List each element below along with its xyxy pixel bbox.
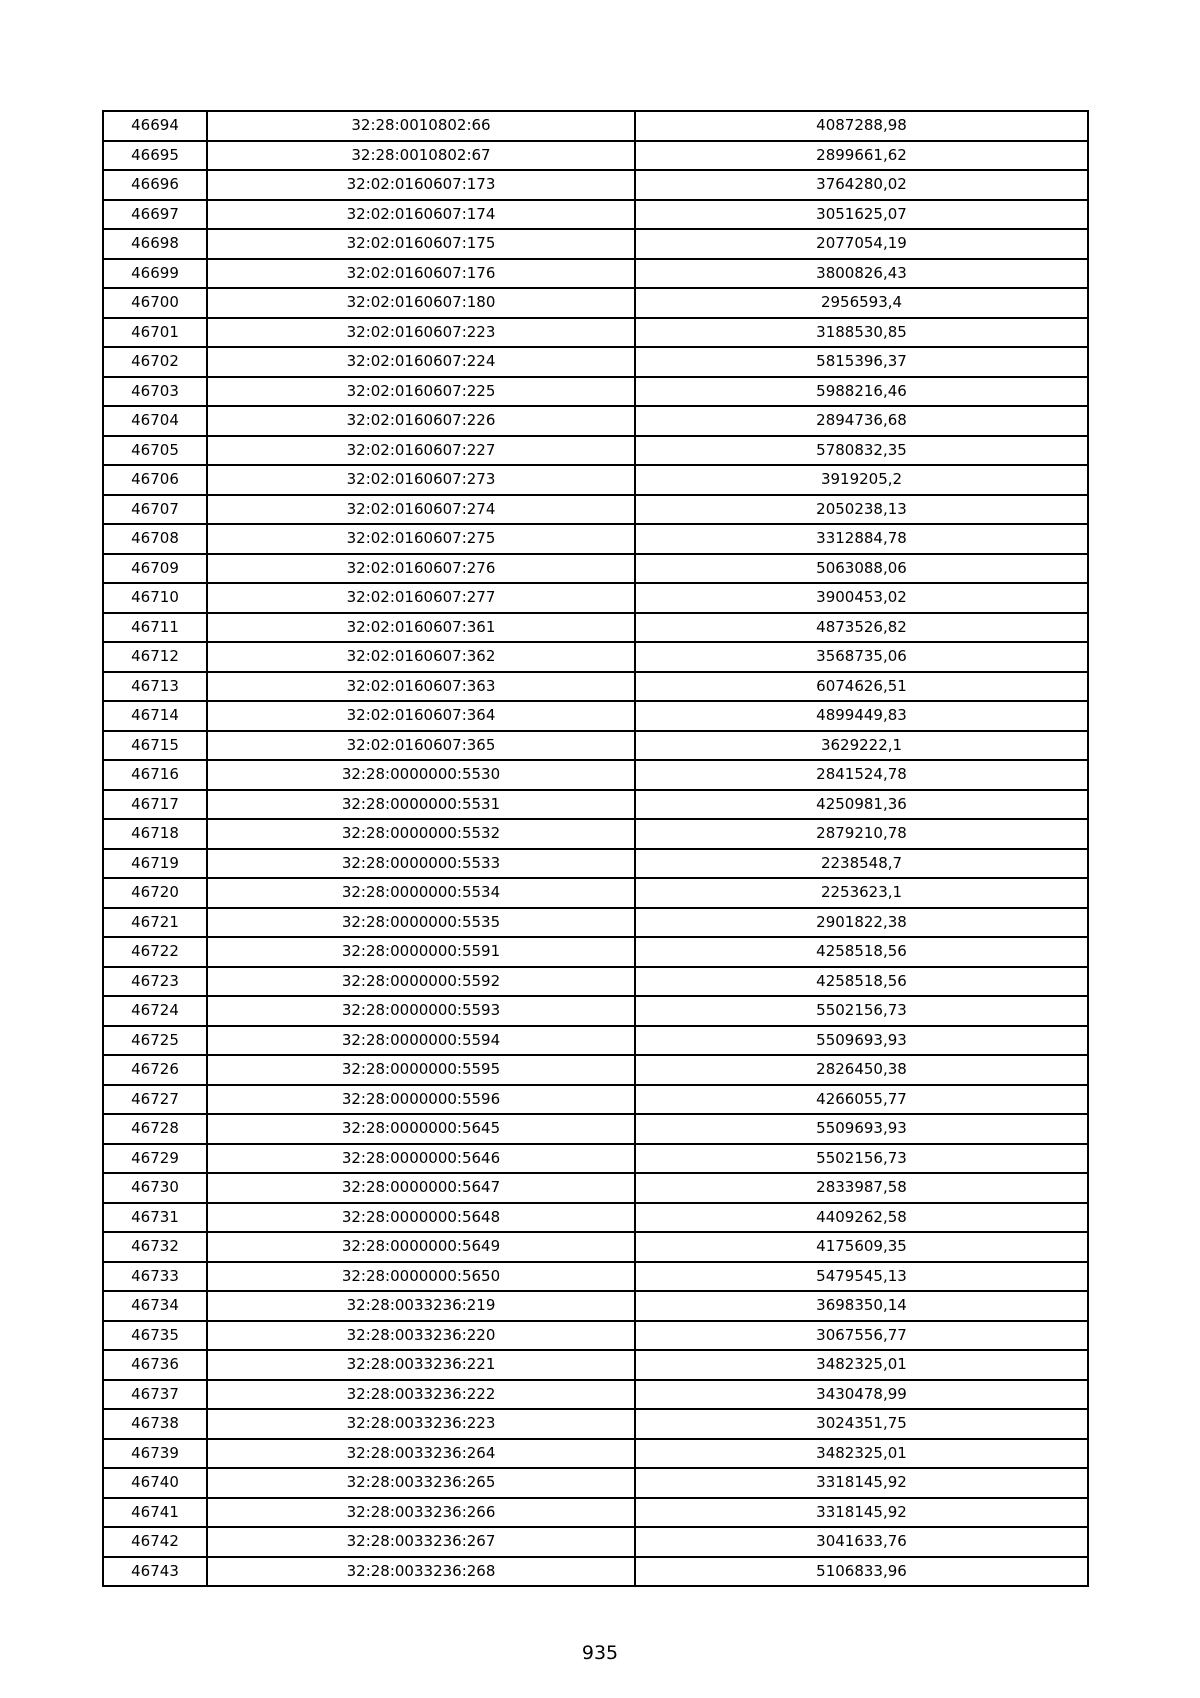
table-row (103, 229, 1088, 259)
cadastral-value-table (102, 110, 1089, 1587)
row-number-cell: 46727 (103, 1085, 207, 1115)
table-row (103, 937, 1088, 967)
table-row (103, 1203, 1088, 1233)
table-row (103, 1557, 1088, 1587)
table-row (103, 790, 1088, 820)
table-row (103, 1114, 1088, 1144)
cadastral-value-cell: 3067556,77 (635, 1321, 1088, 1351)
cadastral-number-cell: 32:02:0160607:227 (207, 436, 635, 466)
cadastral-value-cell: 2841524,78 (635, 760, 1088, 790)
cadastral-number-cell: 32:28:0010802:67 (207, 141, 635, 171)
table-row (103, 908, 1088, 938)
table-row (103, 642, 1088, 672)
cadastral-value-cell: 3312884,78 (635, 524, 1088, 554)
row-number-cell: 46712 (103, 642, 207, 672)
cadastral-value-cell: 3629222,1 (635, 731, 1088, 761)
table-row (103, 1321, 1088, 1351)
table-row (103, 1439, 1088, 1469)
table-row (103, 996, 1088, 1026)
row-number-cell: 46740 (103, 1468, 207, 1498)
row-number-cell: 46743 (103, 1557, 207, 1587)
cadastral-number-cell: 32:28:0033236:222 (207, 1380, 635, 1410)
cadastral-value-cell: 2894736,68 (635, 406, 1088, 436)
cadastral-number-cell: 32:02:0160607:175 (207, 229, 635, 259)
cadastral-value-cell: 2901822,38 (635, 908, 1088, 938)
cadastral-value-cell: 3568735,06 (635, 642, 1088, 672)
row-number-cell: 46723 (103, 967, 207, 997)
table-row (103, 436, 1088, 466)
cadastral-number-cell: 32:28:0000000:5647 (207, 1173, 635, 1203)
cadastral-value-cell: 3051625,07 (635, 200, 1088, 230)
row-number-cell: 46742 (103, 1527, 207, 1557)
cadastral-number-cell: 32:02:0160607:275 (207, 524, 635, 554)
cadastral-number-cell: 32:02:0160607:225 (207, 377, 635, 407)
cadastral-value-cell: 3698350,14 (635, 1291, 1088, 1321)
table-row (103, 701, 1088, 731)
cadastral-number-cell: 32:02:0160607:362 (207, 642, 635, 672)
table-row (103, 1468, 1088, 1498)
row-number-cell: 46728 (103, 1114, 207, 1144)
table-row (103, 760, 1088, 790)
table-row (103, 819, 1088, 849)
table-row (103, 1173, 1088, 1203)
row-number-cell: 46697 (103, 200, 207, 230)
cadastral-number-cell: 32:28:0000000:5533 (207, 849, 635, 879)
cadastral-value-cell: 5479545,13 (635, 1262, 1088, 1292)
cadastral-value-cell: 3764280,02 (635, 170, 1088, 200)
table-row (103, 878, 1088, 908)
cadastral-value-cell: 2050238,13 (635, 495, 1088, 525)
row-number-cell: 46726 (103, 1055, 207, 1085)
cadastral-number-cell: 32:02:0160607:176 (207, 259, 635, 289)
cadastral-value-cell: 2879210,78 (635, 819, 1088, 849)
row-number-cell: 46741 (103, 1498, 207, 1528)
row-number-cell: 46696 (103, 170, 207, 200)
cadastral-number-cell: 32:28:0033236:221 (207, 1350, 635, 1380)
row-number-cell: 46725 (103, 1026, 207, 1056)
table-row (103, 731, 1088, 761)
row-number-cell: 46732 (103, 1232, 207, 1262)
cadastral-value-cell: 3800826,43 (635, 259, 1088, 289)
cadastral-value-cell: 4266055,77 (635, 1085, 1088, 1115)
cadastral-number-cell: 32:28:0033236:220 (207, 1321, 635, 1351)
cadastral-value-cell: 4899449,83 (635, 701, 1088, 731)
cadastral-number-cell: 32:02:0160607:224 (207, 347, 635, 377)
row-number-cell: 46719 (103, 849, 207, 879)
cadastral-number-cell: 32:28:0033236:265 (207, 1468, 635, 1498)
row-number-cell: 46724 (103, 996, 207, 1026)
row-number-cell: 46711 (103, 613, 207, 643)
row-number-cell: 46739 (103, 1439, 207, 1469)
row-number-cell: 46737 (103, 1380, 207, 1410)
row-number-cell: 46705 (103, 436, 207, 466)
table-row (103, 1350, 1088, 1380)
cadastral-value-cell: 4258518,56 (635, 937, 1088, 967)
cadastral-number-cell: 32:02:0160607:361 (207, 613, 635, 643)
row-number-cell: 46713 (103, 672, 207, 702)
row-number-cell: 46709 (103, 554, 207, 584)
table-row (103, 170, 1088, 200)
table-row (103, 1498, 1088, 1528)
row-number-cell: 46731 (103, 1203, 207, 1233)
row-number-cell: 46710 (103, 583, 207, 613)
row-number-cell: 46721 (103, 908, 207, 938)
cadastral-value-cell: 5502156,73 (635, 1144, 1088, 1174)
cadastral-value-cell: 3024351,75 (635, 1409, 1088, 1439)
row-number-cell: 46706 (103, 465, 207, 495)
table-row (103, 967, 1088, 997)
cadastral-value-cell: 5815396,37 (635, 347, 1088, 377)
row-number-cell: 46707 (103, 495, 207, 525)
table-row (103, 1026, 1088, 1056)
table-row (103, 1232, 1088, 1262)
cadastral-value-cell: 2956593,4 (635, 288, 1088, 318)
row-number-cell: 46694 (103, 111, 207, 141)
row-number-cell: 46695 (103, 141, 207, 171)
cadastral-value-cell: 2238548,7 (635, 849, 1088, 879)
row-number-cell: 46734 (103, 1291, 207, 1321)
cadastral-number-cell: 32:28:0000000:5530 (207, 760, 635, 790)
cadastral-value-cell: 4873526,82 (635, 613, 1088, 643)
table-row (103, 406, 1088, 436)
cadastral-number-cell: 32:28:0010802:66 (207, 111, 635, 141)
cadastral-number-cell: 32:28:0000000:5646 (207, 1144, 635, 1174)
cadastral-number-cell: 32:28:0000000:5648 (207, 1203, 635, 1233)
table-row (103, 1055, 1088, 1085)
cadastral-number-cell: 32:28:0000000:5649 (207, 1232, 635, 1262)
cadastral-number-cell: 32:28:0000000:5534 (207, 878, 635, 908)
cadastral-number-cell: 32:02:0160607:223 (207, 318, 635, 348)
cadastral-value-cell: 2899661,62 (635, 141, 1088, 171)
row-number-cell: 46738 (103, 1409, 207, 1439)
cadastral-number-cell: 32:02:0160607:226 (207, 406, 635, 436)
cadastral-number-cell: 32:28:0000000:5591 (207, 937, 635, 967)
row-number-cell: 46735 (103, 1321, 207, 1351)
cadastral-value-cell: 3188530,85 (635, 318, 1088, 348)
table-row (103, 1409, 1088, 1439)
page-number: 935 (581, 1642, 619, 1664)
table-row (103, 554, 1088, 584)
row-number-cell: 46704 (103, 406, 207, 436)
cadastral-number-cell: 32:28:0000000:5596 (207, 1085, 635, 1115)
row-number-cell: 46722 (103, 937, 207, 967)
cadastral-number-cell: 32:28:0000000:5531 (207, 790, 635, 820)
cadastral-number-cell: 32:28:0033236:267 (207, 1527, 635, 1557)
row-number-cell: 46736 (103, 1350, 207, 1380)
cadastral-number-cell: 32:02:0160607:173 (207, 170, 635, 200)
row-number-cell: 46733 (103, 1262, 207, 1292)
table-body (103, 111, 1088, 1586)
cadastral-value-cell: 4087288,98 (635, 111, 1088, 141)
table-row (103, 672, 1088, 702)
cadastral-number-cell: 32:28:0000000:5593 (207, 996, 635, 1026)
cadastral-value-cell: 6074626,51 (635, 672, 1088, 702)
cadastral-number-cell: 32:02:0160607:273 (207, 465, 635, 495)
cadastral-number-cell: 32:02:0160607:174 (207, 200, 635, 230)
cadastral-number-cell: 32:02:0160607:365 (207, 731, 635, 761)
table-row (103, 1380, 1088, 1410)
row-number-cell: 46714 (103, 701, 207, 731)
row-number-cell: 46703 (103, 377, 207, 407)
table-row (103, 111, 1088, 141)
cadastral-value-cell: 4409262,58 (635, 1203, 1088, 1233)
cadastral-value-cell: 4175609,35 (635, 1232, 1088, 1262)
table-row (103, 318, 1088, 348)
cadastral-number-cell: 32:02:0160607:180 (207, 288, 635, 318)
row-number-cell: 46720 (103, 878, 207, 908)
table-row (103, 465, 1088, 495)
cadastral-number-cell: 32:28:0033236:223 (207, 1409, 635, 1439)
row-number-cell: 46700 (103, 288, 207, 318)
table-row (103, 849, 1088, 879)
table-row (103, 377, 1088, 407)
table-row (103, 583, 1088, 613)
cadastral-number-cell: 32:02:0160607:276 (207, 554, 635, 584)
cadastral-value-cell: 5063088,06 (635, 554, 1088, 584)
table-row (103, 1085, 1088, 1115)
cadastral-number-cell: 32:28:0000000:5650 (207, 1262, 635, 1292)
table-row (103, 495, 1088, 525)
cadastral-value-cell: 4250981,36 (635, 790, 1088, 820)
row-number-cell: 46715 (103, 731, 207, 761)
table-row (103, 141, 1088, 171)
cadastral-value-cell: 5780832,35 (635, 436, 1088, 466)
cadastral-value-cell: 3919205,2 (635, 465, 1088, 495)
cadastral-value-cell: 3482325,01 (635, 1350, 1088, 1380)
row-number-cell: 46701 (103, 318, 207, 348)
row-number-cell: 46730 (103, 1173, 207, 1203)
cadastral-value-cell: 3318145,92 (635, 1498, 1088, 1528)
cadastral-value-cell: 5988216,46 (635, 377, 1088, 407)
cadastral-number-cell: 32:02:0160607:364 (207, 701, 635, 731)
table-row (103, 1291, 1088, 1321)
table-row (103, 613, 1088, 643)
cadastral-value-cell: 2826450,38 (635, 1055, 1088, 1085)
cadastral-number-cell: 32:28:0000000:5594 (207, 1026, 635, 1056)
table-row (103, 259, 1088, 289)
row-number-cell: 46702 (103, 347, 207, 377)
cadastral-value-cell: 4258518,56 (635, 967, 1088, 997)
cadastral-number-cell: 32:28:0000000:5532 (207, 819, 635, 849)
cadastral-value-cell: 3482325,01 (635, 1439, 1088, 1469)
cadastral-value-cell: 2253623,1 (635, 878, 1088, 908)
cadastral-number-cell: 32:02:0160607:363 (207, 672, 635, 702)
cadastral-number-cell: 32:28:0000000:5645 (207, 1114, 635, 1144)
cadastral-value-cell: 3041633,76 (635, 1527, 1088, 1557)
cadastral-number-cell: 32:28:0000000:5595 (207, 1055, 635, 1085)
row-number-cell: 46708 (103, 524, 207, 554)
table-row (103, 1144, 1088, 1174)
cadastral-value-cell: 5106833,96 (635, 1557, 1088, 1587)
cadastral-value-cell: 3318145,92 (635, 1468, 1088, 1498)
cadastral-value-cell: 5502156,73 (635, 996, 1088, 1026)
row-number-cell: 46729 (103, 1144, 207, 1174)
cadastral-number-cell: 32:28:0033236:268 (207, 1557, 635, 1587)
row-number-cell: 46718 (103, 819, 207, 849)
cadastral-value-cell: 5509693,93 (635, 1114, 1088, 1144)
cadastral-value-cell: 2077054,19 (635, 229, 1088, 259)
cadastral-value-cell: 2833987,58 (635, 1173, 1088, 1203)
row-number-cell: 46717 (103, 790, 207, 820)
table-row (103, 1527, 1088, 1557)
table-row (103, 347, 1088, 377)
row-number-cell: 46699 (103, 259, 207, 289)
cadastral-value-cell: 5509693,93 (635, 1026, 1088, 1056)
cadastral-number-cell: 32:28:0033236:219 (207, 1291, 635, 1321)
cadastral-number-cell: 32:28:0000000:5535 (207, 908, 635, 938)
table-row (103, 524, 1088, 554)
cadastral-number-cell: 32:02:0160607:274 (207, 495, 635, 525)
table-row (103, 200, 1088, 230)
row-number-cell: 46698 (103, 229, 207, 259)
cadastral-value-cell: 3900453,02 (635, 583, 1088, 613)
table-row (103, 288, 1088, 318)
cadastral-number-cell: 32:28:0033236:264 (207, 1439, 635, 1469)
cadastral-number-cell: 32:28:0000000:5592 (207, 967, 635, 997)
table-row (103, 1262, 1088, 1292)
cadastral-value-cell: 3430478,99 (635, 1380, 1088, 1410)
cadastral-number-cell: 32:02:0160607:277 (207, 583, 635, 613)
cadastral-number-cell: 32:28:0033236:266 (207, 1498, 635, 1528)
row-number-cell: 46716 (103, 760, 207, 790)
